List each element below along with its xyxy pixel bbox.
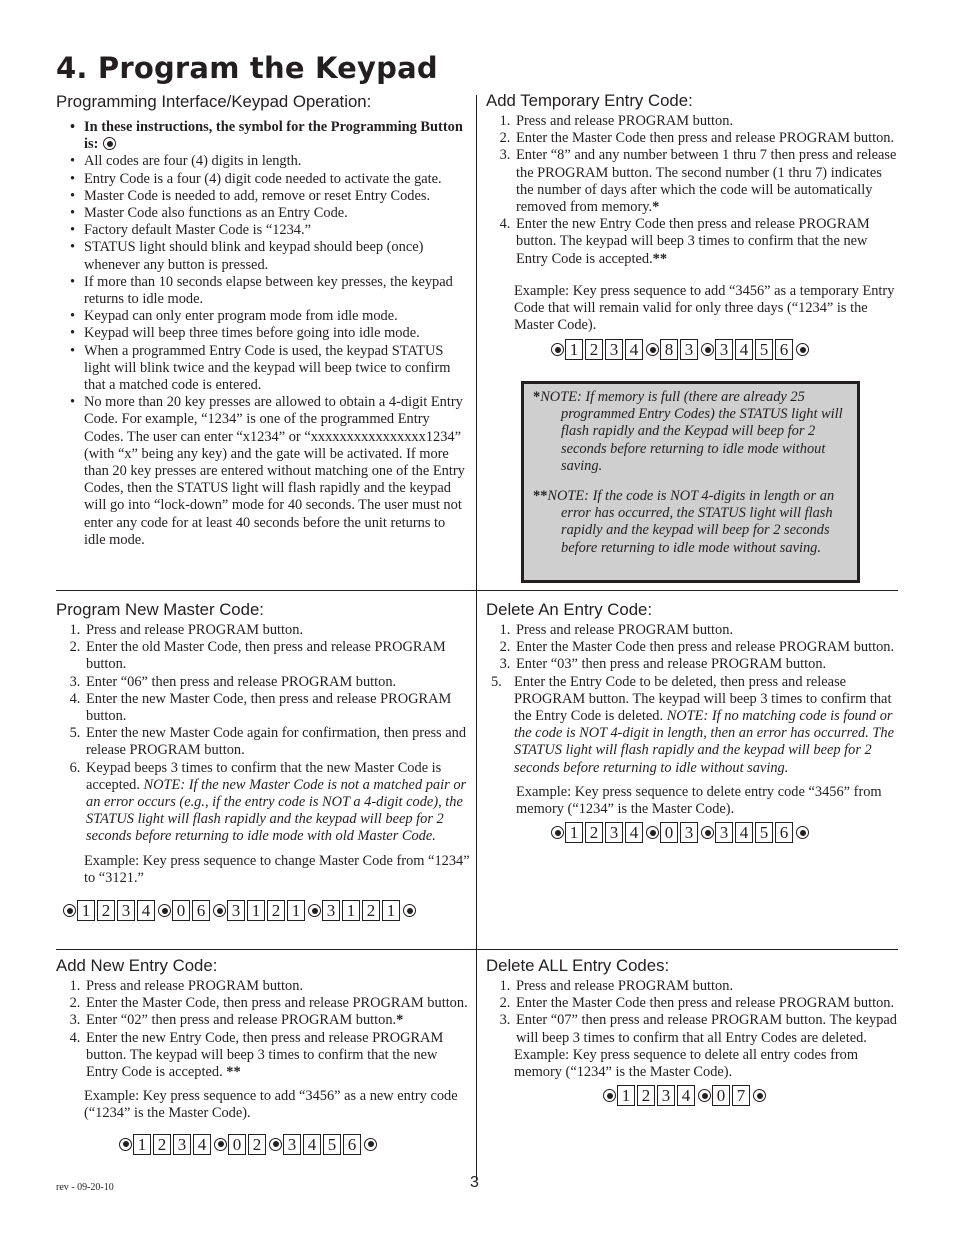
- key-digit: 3: [715, 822, 733, 843]
- temporary-heading: Add Temporary Entry Code:: [486, 91, 693, 110]
- delete-all-example: Example: Key press sequence to delete all entry codes from memory (“1234” is the Master Code).: [514, 1046, 859, 1081]
- key-digit: 4: [735, 822, 753, 843]
- delete-one-section: [486, 600, 900, 843]
- list-item: [486, 674, 900, 777]
- list-item: 1. Press and release PROGRAM button.: [514, 622, 900, 639]
- list-item: 5. Enter the new Master Code again for confirmation, then press and release PROGRAM button.: [84, 725, 470, 759]
- key-digit: 8: [660, 339, 678, 360]
- key-digit: 0: [228, 1134, 246, 1155]
- note-text: NOTE: If memory is full (there are already 25 programmed Entry Codes) the STATUS light will flash rapidly and the Keypad will beep for 2 seconds before returning to idle mode without saving.: [540, 389, 843, 474]
- add-entry-steps: [56, 978, 470, 1081]
- key-digit: 1: [133, 1134, 151, 1155]
- key-digit: 1: [342, 900, 360, 921]
- key-digit: 3: [227, 900, 245, 921]
- delete-one-example: Example: Key press sequence to delete entry code “3456” from memory (“1234” is the Master Code).: [516, 783, 882, 818]
- key-digit: 7: [732, 1085, 750, 1106]
- list-item: • Entry Code is a four (4) digit code needed to activate the gate.: [84, 171, 466, 188]
- key-digit: 5: [323, 1134, 341, 1155]
- list-item: • Keypad can only enter program mode from idle mode.: [84, 308, 466, 325]
- list-item: 4. Enter the new Master Code, then press and release PROGRAM button.: [84, 691, 470, 725]
- key-sequence: [550, 822, 900, 843]
- list-item: 2. Enter the Master Code then press and release PROGRAM button.: [514, 995, 900, 1012]
- step-text: Enter the Entry Code to be deleted, then press and release PROGRAM button. The keypad will beep 3 times to confirm that the Entry Code is deleted.: [514, 673, 892, 725]
- key-digit: 5: [755, 822, 773, 843]
- program-button-icon: [308, 904, 321, 917]
- step-text: Enter “8” and any number between 1 thru 7 then press and release the PROGRAM button. The second number (1 thru 7) indicates the number of days after which the code will be automatically removed from memory.: [516, 147, 897, 216]
- delete-one-heading: Delete An Entry Code:: [486, 600, 653, 619]
- temporary-example: Example: Key press sequence to add “3456” as a temporary Entry Code that will remain valid for only three days (“1234” is the Master Code).: [514, 282, 895, 334]
- page-title: 4. Program the Keypad: [56, 51, 438, 85]
- list-item: [514, 147, 900, 216]
- list-item: • If more than 10 seconds elapse between key presses, the keypad returns to idle mode.: [84, 274, 466, 308]
- key-digit: 4: [625, 339, 643, 360]
- key-digit: 3: [173, 1134, 191, 1155]
- key-sequence: [602, 1085, 900, 1106]
- program-button-icon: [364, 1138, 377, 1151]
- temporary-section: [486, 91, 900, 360]
- add-entry-example: Example: Key press sequence to add “3456” as a new entry code (“1234” is the Master Code).: [84, 1088, 458, 1122]
- list-item: 3. Enter “06” then press and release PROGRAM button.: [84, 674, 470, 691]
- delete-one-steps: [486, 622, 900, 674]
- master-section: [56, 600, 470, 921]
- row-divider-1: [56, 590, 898, 591]
- key-digit: 1: [382, 900, 400, 921]
- key-digit: 6: [775, 822, 793, 843]
- key-digit: 1: [287, 900, 305, 921]
- key-digit: 3: [283, 1134, 301, 1155]
- note-2: [533, 488, 845, 557]
- note-box: [521, 381, 860, 583]
- key-digit: 0: [172, 900, 190, 921]
- list-item: 3. Enter “07” then press and release PROGRAM button. The keypad will beep 3 times to confirm that all Entry Codes are deleted.: [514, 1012, 900, 1046]
- key-digit: 2: [362, 900, 380, 921]
- key-digit: 1: [617, 1085, 635, 1106]
- list-item: [514, 216, 900, 268]
- note-mark: **: [226, 1064, 241, 1081]
- program-button-icon: [701, 826, 714, 839]
- list-item: [84, 760, 470, 846]
- program-button-icon: [213, 904, 226, 917]
- program-button-icon: [63, 904, 76, 917]
- key-digit: 4: [193, 1134, 211, 1155]
- row-divider-2: [56, 949, 898, 950]
- list-item: [84, 1012, 470, 1029]
- list-item: • When a programmed Entry Code is used, the keypad STATUS light will blink twice and the keypad will beep twice to confirm that a matched code is entered.: [84, 343, 466, 395]
- key-digit: 2: [153, 1134, 171, 1155]
- page-number: 3: [470, 1174, 479, 1191]
- key-digit: 3: [680, 822, 698, 843]
- list-item: 2. Enter the old Master Code, then press and release PROGRAM button.: [84, 639, 470, 673]
- key-sequence: [550, 339, 900, 360]
- key-digit: 4: [735, 339, 753, 360]
- key-digit: 3: [657, 1085, 675, 1106]
- delete-all-heading: Delete ALL Entry Codes:: [486, 956, 670, 975]
- temporary-steps: [486, 113, 900, 268]
- list-item: [84, 1030, 470, 1082]
- key-digit: 1: [565, 339, 583, 360]
- program-button-icon: [158, 904, 171, 917]
- key-digit: 5: [755, 339, 773, 360]
- program-button-icon: [403, 904, 416, 917]
- key-digit: 2: [637, 1085, 655, 1106]
- key-digit: 2: [248, 1134, 266, 1155]
- step-number: 5.: [491, 673, 502, 690]
- key-digit: 2: [585, 339, 603, 360]
- step-text: Enter the new Entry Code, then press and release PROGRAM button. The keypad will beep 3 times to confirm that the new Entry Code is accepted.: [86, 1029, 444, 1081]
- key-digit: 3: [322, 900, 340, 921]
- key-digit: 4: [137, 900, 155, 921]
- step-note: NOTE: If the new Master Code is not a matched pair or an error occurs (e.g., if the entry code is NOT a 4-digit code), the STATUS light will flash rapidly and the keypad will beep for 2 seconds before returning to idle mode with old Master Code.: [86, 776, 467, 845]
- list-item: • Master Code is needed to add, remove or reset Entry Codes.: [84, 188, 466, 205]
- key-digit: 6: [192, 900, 210, 921]
- step-text: Enter the new Entry Code then press and release PROGRAM button. The keypad will beep 3 times to confirm that the new Entry Code is accepted.: [516, 216, 870, 267]
- note-mark: *: [652, 199, 660, 216]
- list-item: • No more than 20 key presses are allowed to obtain a 4-digit Entry Code. For example, “1234” is one of the programmed Entry Codes. The user can enter “x1234” or “xxxxxxxxxxxxxxxx1234” (with “x” being any key) and the gate will be activated. If more than 20 key presses are entered without matching one of the Entry Codes, then the STATUS light will flash rapidly and the keypad will go into “lock-down” mode for 40 seconds. The user must not enter any code for at least 40 seconds before the unit returns to idle mode.: [84, 394, 466, 549]
- key-digit: 6: [775, 339, 793, 360]
- note-mark: *: [533, 389, 541, 405]
- note-mark: *: [396, 1012, 404, 1029]
- list-item: 2. Enter the Master Code, then press and release PROGRAM button.: [84, 995, 470, 1012]
- key-digit: 0: [712, 1085, 730, 1106]
- master-example: Example: Key press sequence to change Master Code from “1234” to “3121.”: [84, 852, 470, 886]
- interface-intro: In these instructions, the symbol for the Programming Button is:: [84, 119, 463, 153]
- key-digit: 3: [117, 900, 135, 921]
- list-item: 2. Enter the Master Code then press and release PROGRAM button.: [514, 639, 900, 656]
- key-digit: 3: [605, 822, 623, 843]
- program-button-icon: [646, 343, 659, 356]
- note-1: [533, 389, 845, 475]
- list-item: • Keypad will beep three times before going into idle mode.: [84, 325, 466, 342]
- key-digit: 1: [565, 822, 583, 843]
- delete-all-section: [486, 956, 900, 1106]
- note-text: NOTE: If the code is NOT 4-digits in length or an error has occurred, the STATUS light will flash rapidly and the keypad will beep for 2 seconds before returning to idle mode without saving.: [547, 488, 835, 556]
- revision-label: rev - 09-20-10: [56, 1182, 114, 1193]
- key-digit: 4: [303, 1134, 321, 1155]
- list-item: [84, 119, 466, 153]
- program-button-icon: [646, 826, 659, 839]
- list-item: 1. Press and release PROGRAM button.: [84, 978, 470, 995]
- delete-all-steps: [486, 978, 900, 1047]
- program-button-icon: [796, 343, 809, 356]
- key-digit: 1: [77, 900, 95, 921]
- list-item: • Master Code also functions as an Entry Code.: [84, 205, 466, 222]
- add-entry-heading: Add New Entry Code:: [56, 956, 218, 975]
- key-digit: 6: [343, 1134, 361, 1155]
- program-button-icon: [119, 1138, 132, 1151]
- key-digit: 1: [247, 900, 265, 921]
- list-item: 3. Enter “03” then press and release PROGRAM button.: [514, 656, 900, 673]
- step-note: NOTE: If no matching code is found or the code is NOT 4-digit in length, then an error has occurred. The STATUS light will flash rapidly and the keypad will beep for 2 seconds before returning to idle without saving.: [514, 708, 894, 776]
- list-item: • All codes are four (4) digits in length.: [84, 153, 466, 170]
- list-item: • Factory default Master Code is “1234.”: [84, 222, 466, 239]
- key-digit: 2: [585, 822, 603, 843]
- step-text: Keypad beeps 3 times to confirm that the new Master Code is accepted.: [86, 759, 442, 793]
- program-button-icon: [753, 1089, 766, 1102]
- program-button-icon: [214, 1138, 227, 1151]
- list-item: 2. Enter the Master Code then press and release PROGRAM button.: [514, 130, 900, 147]
- note-mark: **: [652, 250, 668, 267]
- step-text: Enter “02” then press and release PROGRAM button.: [86, 1012, 397, 1029]
- note-mark: **: [533, 488, 548, 505]
- program-button-icon: [551, 826, 564, 839]
- program-button-icon: [603, 1089, 616, 1102]
- program-button-icon: [796, 826, 809, 839]
- interface-section: [56, 92, 466, 549]
- list-item: 1. Press and release PROGRAM button.: [514, 113, 900, 130]
- list-item: 1. Press and release PROGRAM button.: [514, 978, 900, 995]
- program-button-icon: [269, 1138, 282, 1151]
- key-digit: 2: [267, 900, 285, 921]
- list-item: • STATUS light should blink and keypad should beep (once) whenever any button is pressed.: [84, 239, 466, 273]
- key-digit: 2: [97, 900, 115, 921]
- program-button-icon: [551, 343, 564, 356]
- key-digit: 4: [677, 1085, 695, 1106]
- key-digit: 0: [660, 822, 678, 843]
- key-digit: 4: [625, 822, 643, 843]
- key-digit: 3: [680, 339, 698, 360]
- list-item: 1. Press and release PROGRAM button.: [84, 622, 470, 639]
- program-button-icon: [701, 343, 714, 356]
- column-divider: [476, 95, 477, 1180]
- interface-heading: Programming Interface/Keypad Operation:: [56, 92, 372, 111]
- master-steps: [56, 622, 470, 846]
- program-button-icon: [698, 1089, 711, 1102]
- program-button-icon: [103, 137, 116, 150]
- key-sequence: [62, 900, 470, 921]
- master-heading: Program New Master Code:: [56, 600, 264, 619]
- key-sequence: [118, 1134, 470, 1155]
- key-digit: 3: [715, 339, 733, 360]
- add-entry-section: [56, 956, 470, 1155]
- interface-bullets: [56, 119, 466, 549]
- key-digit: 3: [605, 339, 623, 360]
